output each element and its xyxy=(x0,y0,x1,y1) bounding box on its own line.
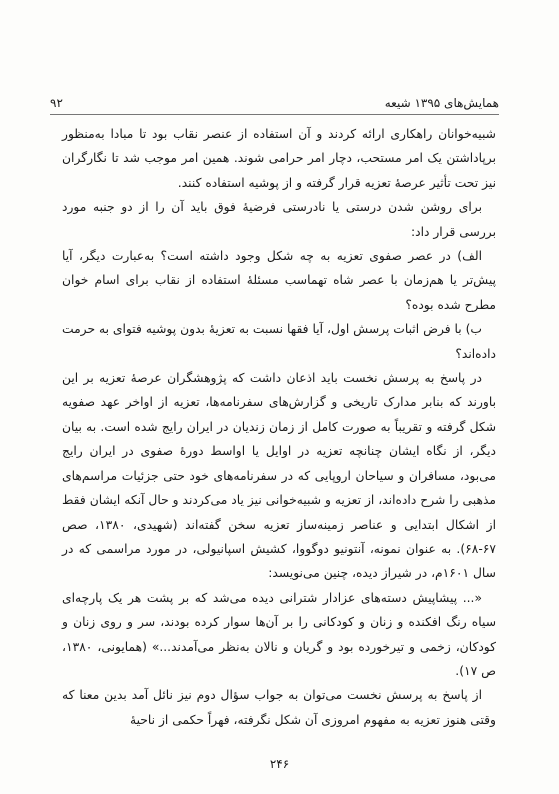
quotation: «... پیشاپیش دسته‌های عزادار شترانی دیده می‌شد که بر پشت هر یک پارچه‌ای سیاه رنگ افکنده و زنان و کودکانی را بر آن‌ها سوار کرده بودند، سر و روی زنان و کودکان، زخمی و تیرخورده بود و گریان و نالان به‌نظر می‌آمدند...» (همایونی، ۱۳۸۰، ص ۱۷). xyxy=(62,590,496,678)
body-text xyxy=(62,122,496,732)
paragraph: شبیه‌خوانان راهکاری ارائه کردند و آن استفاده از عنصر نقاب بود تا مبادا به‌منظور برپاداشتن یک امر مستحب، دچار امر حرامی شوند. همین امر موجب شد تا نگارگران نیز تحت تأثیر عرصهٔ تعزیه قرار گرفته و از پوشیه استفاده کنند. xyxy=(62,127,496,190)
running-head-title: همایش‌های ۱۳۹۵ شیعه xyxy=(384,96,499,110)
paragraph: الف) در عصر صفوی تعزیه به چه شکل وجود داشته است؟ به‌عبارت دیگر، آیا پیش‌تر یا هم‌زمان با عصر شاه تهماسب مسئلهٔ استفاده از نقاب برای اسام خوان مطرح شده بوده؟ xyxy=(62,249,496,312)
paragraph: در پاسخ به پرسش نخست باید اذعان داشت که پژوهشگران عرصهٔ تعزیه بر این باورند که بنابر مدارک تاریخی و گزارش‌های سفرنامه‌ها، تعزیه از اواخر عهد صفویه شکل گرفته و تقریباً به صورت کامل از زمان زندیان در ایران رایج شده است. به بیان دیگر، از نگاه ایشان چنانچه تعزیه در اوایل یا اواسط دورهٔ صفوی در ایران رایج می‌بود، مسافران و سیاحان اروپایی که در سفرنامه‌های خود حتی جزئیات مراسم‌های مذهبی را شرح داده‌اند، از تعزیه و شبیه‌خوانی نیز یاد می‌کردند و حال آنکه ایشان فقط از اشکال ابتدایی و عناصر زمینه‌ساز تعزیه سخن گفته‌اند (شهیدی، ۱۳۸۰، صص ۶۷-۶۸). به عنوان نمونه، آنتونیو دوگووا، کشیش اسپانیولی، در مورد مراسمی که در سال ۱۶۰۱م، در شیراز دیده، چنین می‌نویسد: xyxy=(62,371,497,581)
paragraph: ب) با فرض اثبات پرسش اول، آیا فقها نسبت به تعزیهٔ بدون پوشیه فتوای به حرمت داده‌اند؟ xyxy=(62,322,496,361)
paragraph: از پاسخ به پرسش نخست می‌توان به جواب سؤال دوم نیز نائل آمد بدین معنا که وقتی هنوز تعزیه به مفهوم امروزی آن شکل نگرفته، فهراً حکمی از ناحیهٔ xyxy=(62,688,496,727)
running-head-page-number: ۹۲ xyxy=(50,96,63,110)
page-number-footer: ۲۴۶ xyxy=(269,757,290,771)
running-head xyxy=(50,96,499,115)
paragraph: برای روشن شدن درستی یا نادرستی فرضیهٔ فوق باید آن را از دو جنبه مورد بررسی قرار داد: xyxy=(62,200,496,239)
